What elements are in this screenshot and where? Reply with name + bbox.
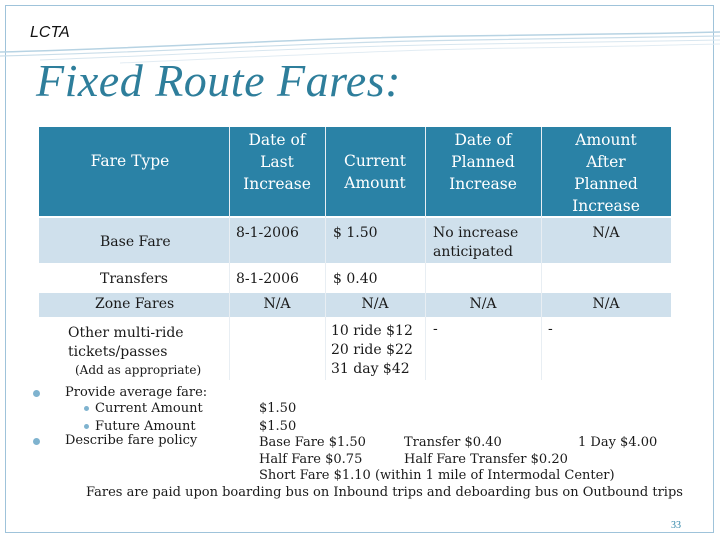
bullet-icon (33, 390, 40, 397)
current-amount-value: $1.50 (259, 401, 297, 416)
cell-fare-type: Transfers (100, 271, 168, 287)
page-title: Fixed Route Fares: (36, 55, 401, 106)
policy-boarding: Fares are paid upon boarding bus on Inbound trips and deboarding bus on Outbound trips (86, 485, 683, 500)
sub-bullet-icon (84, 424, 89, 429)
bullet-current-amount: Current Amount (95, 401, 203, 416)
future-amount-value: $1.50 (259, 419, 297, 434)
policy-half-fare-transfer: Half Fare Transfer $0.20 (404, 452, 568, 467)
cell-fare-type: Other multi-ride tickets/passes (68, 325, 184, 360)
cell-last-increase: 8-1-2006 (236, 225, 299, 241)
header-current-amount: Current Amount (343, 152, 407, 192)
cell-planned-increase: No increase anticipated (433, 225, 519, 260)
cell-last-increase: N/A (263, 296, 291, 312)
policy-transfer: Transfer $0.40 (404, 435, 502, 450)
bullet-fare-policy: Describe fare policy (65, 433, 198, 448)
cell-current-amount: 10 ride $12 20 ride $22 31 day $42 (331, 323, 413, 377)
cell-current-amount: $ 1.50 (333, 225, 378, 241)
org-name: LCTA (30, 24, 70, 41)
cell-current-amount: N/A (361, 296, 389, 312)
cell-amount-after: N/A (592, 225, 620, 241)
cell-last-increase: 8-1-2006 (236, 271, 299, 287)
cell-amount-after: - (548, 321, 553, 337)
header-fare-type: Fare Type (90, 152, 170, 170)
cell-amount-after: N/A (592, 296, 620, 312)
sub-bullet-icon (84, 406, 89, 411)
page-number: 33 (671, 520, 681, 531)
cell-fare-type: Zone Fares (95, 296, 175, 312)
header-amount-after: Amount After Planned Increase (572, 131, 640, 215)
cell-planned-increase: N/A (469, 296, 497, 312)
header-last-increase: Date of Last Increase (243, 131, 311, 193)
policy-short-fare: Short Fare $1.10 (within 1 mile of Intermodal Center) (259, 468, 615, 483)
cell-current-amount: $ 0.40 (333, 271, 378, 287)
cell-fare-type-note: (Add as appropriate) (75, 363, 202, 377)
cell-fare-type: Base Fare (100, 234, 171, 250)
policy-base-fare: Base Fare $1.50 (259, 435, 366, 450)
policy-half-fare: Half Fare $0.75 (259, 452, 363, 467)
bullet-average-fare: Provide average fare: (65, 385, 208, 400)
bullet-icon (33, 438, 40, 445)
policy-day-pass: 1 Day $4.00 (578, 435, 658, 450)
bullet-future-amount: Future Amount (95, 419, 196, 434)
cell-planned-increase: - (433, 321, 438, 337)
header-planned-increase: Date of Planned Increase (449, 131, 517, 193)
